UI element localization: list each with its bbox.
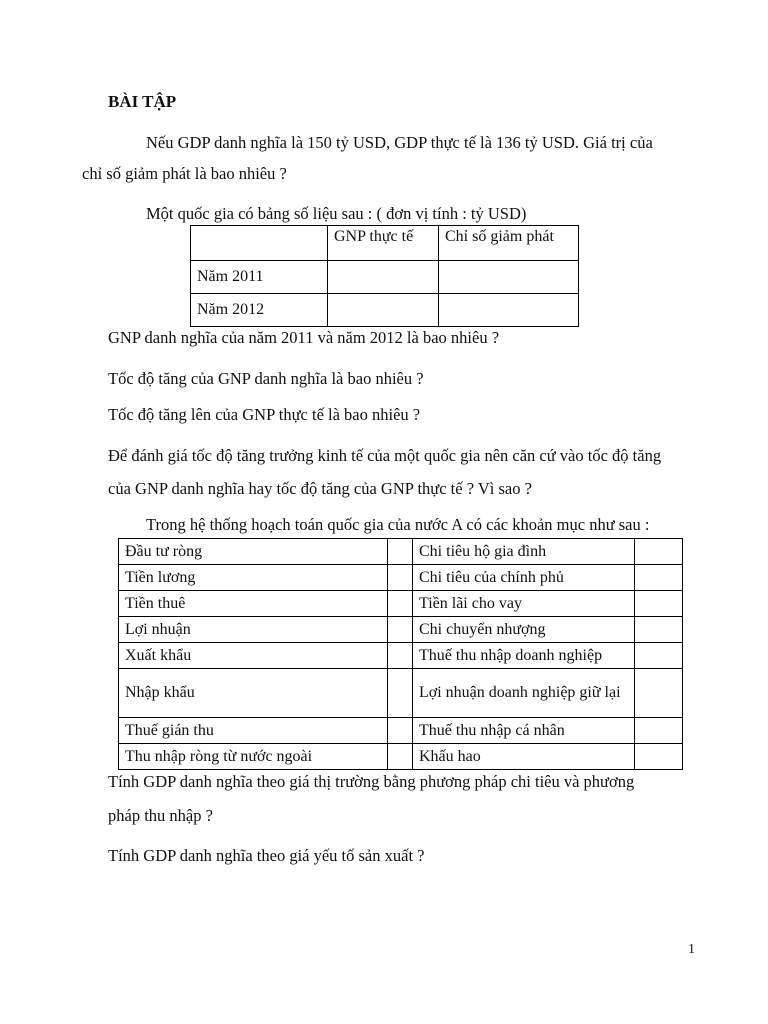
table-cell: [388, 643, 413, 669]
table-row: [191, 261, 579, 294]
table-cell: [388, 669, 413, 718]
table-cell: Đầu tư ròng: [119, 539, 388, 565]
table-cell: Chi chuyển nhượng: [413, 617, 635, 643]
table-cell: [635, 718, 683, 744]
gnp-table: [190, 225, 579, 327]
table-cell: Lợi nhuận doanh nghiệp giữ lại: [413, 669, 635, 718]
table-row: [119, 669, 683, 718]
table-cell: Khấu hao: [413, 744, 635, 770]
exercise-3-intro: Trong hệ thống hoạch toán quốc gia của nước A có các khoản mục như sau :: [146, 515, 650, 534]
table-header-cell: GNP thực tế: [328, 226, 439, 261]
table-cell: Thuế thu nhập cá nhân: [413, 718, 635, 744]
table-cell: [388, 617, 413, 643]
table-row: [119, 744, 683, 770]
table-row: [119, 718, 683, 744]
table-row: [119, 565, 683, 591]
table-cell: [191, 226, 328, 261]
table-cell: Năm 2012: [191, 294, 328, 327]
table-cell: [388, 539, 413, 565]
question-gdp-market-line-2: pháp thu nhập ?: [108, 806, 213, 825]
table-header-cell: Chỉ số giảm phát: [439, 226, 579, 261]
table-cell: Chi tiêu hộ gia đình: [413, 539, 635, 565]
table-row: [191, 294, 579, 327]
question-gdp-market-line-1: Tính GDP danh nghĩa theo giá thị trường bằng phương pháp chi tiêu và phương: [108, 772, 635, 791]
page-number: 1: [688, 942, 695, 957]
table-cell: [635, 669, 683, 718]
table-row: [119, 643, 683, 669]
table-cell: Tiền lương: [119, 565, 388, 591]
question-nominal-growth: Tốc độ tăng của GNP danh nghĩa là bao nhiêu ?: [108, 369, 424, 388]
table-cell: Năm 2011: [191, 261, 328, 294]
table-cell: [388, 565, 413, 591]
exercise-2-intro: Một quốc gia có bảng số liệu sau : ( đơn vị tính : tỷ USD): [146, 204, 527, 223]
table-row: [119, 591, 683, 617]
table-cell: Thuế gián thu: [119, 718, 388, 744]
table-cell: [328, 261, 439, 294]
table-cell: [635, 591, 683, 617]
table-cell: Thu nhập ròng từ nước ngoài: [119, 744, 388, 770]
page-title: BÀI TẬP: [108, 92, 177, 111]
accounts-table: [118, 538, 683, 770]
question-growth-basis-line-2: của GNP danh nghĩa hay tốc độ tăng của GNP thực tế ? Vì sao ?: [108, 479, 532, 498]
table-cell: [388, 718, 413, 744]
exercise-1-line-2: chỉ số giảm phát là bao nhiêu ?: [82, 164, 287, 183]
table-cell: Chi tiêu của chính phủ: [413, 565, 635, 591]
table-row: [119, 617, 683, 643]
table-cell: [439, 294, 579, 327]
question-growth-basis-line-1: Để đánh giá tốc độ tăng trưởng kinh tế của một quốc gia nên căn cứ vào tốc độ tăng: [108, 446, 662, 465]
exercise-1-line-1: Nếu GDP danh nghĩa là 150 tỷ USD, GDP thực tế là 136 tỷ USD. Giá trị của: [146, 133, 653, 152]
table-cell: Nhập khẩu: [119, 669, 388, 718]
table-cell: Tiền lãi cho vay: [413, 591, 635, 617]
question-real-growth: Tốc độ tăng lên của GNP thực tế là bao nhiêu ?: [108, 405, 421, 424]
table-cell: [388, 744, 413, 770]
table-cell: Tiền thuê: [119, 591, 388, 617]
table-cell: [635, 643, 683, 669]
table-cell: Xuất khẩu: [119, 643, 388, 669]
question-nominal-gnp: GNP danh nghĩa của năm 2011 và năm 2012 là bao nhiêu ?: [108, 328, 500, 347]
table-cell: [328, 294, 439, 327]
table-row: [119, 539, 683, 565]
table-cell: [635, 565, 683, 591]
table-cell: Thuế thu nhập doanh nghiệp: [413, 643, 635, 669]
table-cell: Lợi nhuận: [119, 617, 388, 643]
table-cell: [388, 591, 413, 617]
table-cell: [635, 744, 683, 770]
table-cell: [439, 261, 579, 294]
table-row: [191, 226, 579, 261]
question-gdp-factor-cost: Tính GDP danh nghĩa theo giá yếu tố sản xuất ?: [108, 846, 425, 865]
table-cell: [635, 539, 683, 565]
table-cell: [635, 617, 683, 643]
